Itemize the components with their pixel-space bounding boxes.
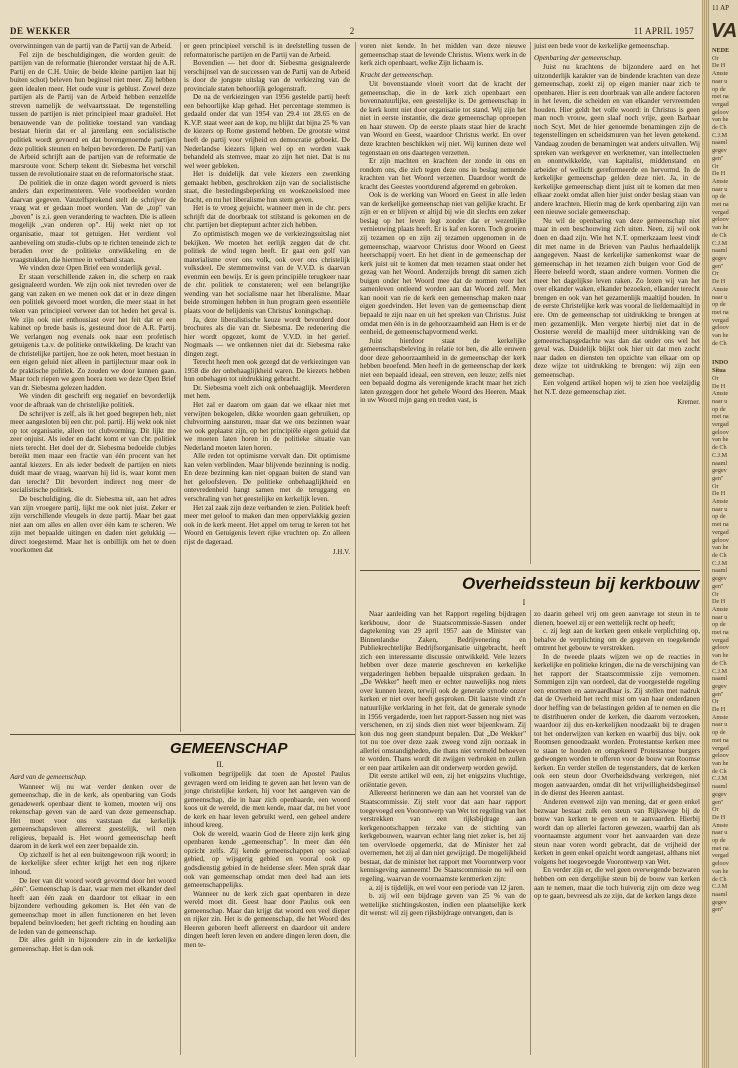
adjacent-text-line: naar u: [712, 721, 728, 729]
adjacent-text-line: van he: [712, 544, 729, 552]
adjacent-text-line: gegev: [712, 898, 727, 906]
adjacent-text-line: van he: [712, 332, 729, 340]
paragraph: De na de verkiezingen van 1956 gestelde partij heeft een behoorlijke klap gehad. Het percentage stemmen is gedaald onder dat van 1954 van 29.4 tot 28.65 en de K.V.P. staat weer aan de kop, nu blijkt dat bijna 25 % van de kiezers op Rome gestemd hebben. De grootste winst heeft de partij voor vrijheid en democratie geboekt. De Nederlandse kiezers lijken wel op en worden vaak behandeld als stemvee, maar zo zijn het niet. Dat is nu wel weer gebleken.: [184, 93, 350, 170]
adjacent-text-line: gegev: [712, 254, 727, 262]
adjacent-text-line: van he: [712, 867, 729, 875]
paragraph: volkomen begrijpelijk dat toen de Apostel Paulus gevragen werd om leiding te geven aan het leven van de jonge christelijke kerken, hij voor het aangeven van de gemeenschap, die in haar zich openbaarde, een woord koos uit de wereld, die men kende, maar dat, nu het voor de kerk en haar leven gebruikt werd, een geheel andere inhoud kreeg.: [184, 770, 350, 830]
paragraph: We vinden dit geschrift erg negatief en bevorderlijk voor de afbraak van de christelijke politiek.: [10, 392, 176, 409]
paragraph: Het is duidelijk dat vele kiezers een zwenking gemaakt hebben, geschrokken zijn van de socialistische staat, die bestedingsbeperking en woekzoeksloed mee bracht, en nu het liberalisme hun stem geven.: [184, 170, 350, 204]
adjacent-text-line: geloov: [712, 644, 729, 652]
paragraph: Uit bovenstaande vloeit voort dat de kracht der gemeenschap, die in de kerk zich openbaart een bovennatuurlijke, een geestelijke is. De gemeenschap in de kerk komt niet door organisatie tot stand. Wij zijn het niet in eerste instantie, die deze gemeenschap oproepen en haar stuwen. Op de eerste plaats staat hier de kracht van Woord en Geest, waardoor Christus werkt. En over deze krachten beschikken wij niet. Wij kunnen deze wel tegenstaan en ons daartegen verzetten.: [360, 80, 526, 157]
adjacent-text-line: vergad: [712, 421, 729, 429]
adjacent-text-line: met na: [712, 93, 729, 101]
adjacent-text-line: de Ch: [712, 767, 727, 775]
adjacent-text-line: De H: [712, 706, 726, 714]
adjacent-text-line: Or: [712, 54, 719, 62]
adjacent-text-line: geloov: [712, 536, 729, 544]
paragraph: Het zal zaak zijn deze verbanden te zien. Politiek heeft meer met geloof to maken dan men oppervlakkig gezien ook in de kerk meent. Het appel om terug te keren tot het Woord en Getuigenis levert rijke vruchten op. Zo alleen rijst de dageraad.: [184, 503, 350, 546]
adjacent-text-line: naar u: [712, 185, 728, 193]
adjacent-text-line: Or: [712, 270, 719, 278]
paragraph: Fel zijn de beschuldigingen, die worden geuit: de partijen van de reformatie (hieronder verstaat hij de A.R. Partij en de C.H. Unie; de beide kleine partijen laat hij buiten schot) beleven hun beginsel niet meer. Zij hebben geen idealen meer. Het oude vuur is geblust. Zowel deze partijen als de Partij van de Arbeid hebben eenzelfde streven namelijk de welvaartsstaat. De tegenstelling tussen de partijen is niet principieel maar graduëel. Het benauwende van de politieke toestand van vandaag bestaat hierin dat er al jarenlang een socialistische politiek wordt gevoerd en dat bovengenoemde partijen deze politiek steunen en helpen bevorderen. De Partij van de Arbeid schrijft aan de partijen van de reformatie de marsroute voor. Scherp tekent dr. Siebesma het verschil tussen de revolutionaire staat en de reformatorische staat.: [10, 50, 176, 179]
article-community-column-1: [10, 770, 176, 953]
adjacent-text-line: C.J.M: [712, 883, 728, 891]
part-number: I: [522, 598, 526, 607]
adjacent-text-line: vergad: [712, 852, 729, 860]
column-rule: [180, 770, 181, 1055]
paragraph: De schrijver is zelf, als ik het goed begrepen heb, niet meer aangesloten bij een chr. pol. partij. Hij wekt ook niet op tot organisatie, alleen tot clubvorming. Dit lijkt me zeer onjuist. Als ieder en dacht komt er van chr. politiek niets terecht. Het doel der dr. Siebesma bedoelde clubjes bereikt men maar een fractie van één procent van het aantal kiezers. En als ieder bedeelt de partijen en niets duidt maar de vraag, waarvan hij lid is, waar komt men dan terecht? Dit bevordert indirect nog meer de socialistische politiek.: [10, 409, 176, 495]
adjacent-text-line: gegev: [712, 147, 727, 155]
paragraph: Naar aanleiding van het Rapport regeling bijdragen kerkbouw, door de Staatscommissie-Sassen onder dagtekening van 29 april 1957 aan de Minister van Binnenlandse Zaken, Bedrijvenering en Publiekrechtelijke Bedrijfsorganisatie uitgebracht, heeft zich een interessante discussie ontwikkeld. Vele lezers hebben over deze materie geschreven en kerkelijke vergaderingen hebben bepaalde uitspraken gedaan. In „De Wekker" heeft men er echter nauwelijks nog niets over kunnen lezen, terwijl ook de generale synode onzer kerken er niet over heeft gesproken. Dit laatste vindt z'n natuurlijke verklaring in het feit, dat de generale synode in 1956 vergaderde, toen het rapport-Sassen nog niet was verschenen, en zij sinds dien niet weer bijeenkwam. Zij kon dus nog geen standpunt bepalen. Dat „De Wekker" tot nu toe over deze zaak zweeg vond zijn oorzaak in allerlei omstandigheden, die thans niet vermeld behoeven te worden. Thans wordt dit zwijgen verbroken en zullen er een paar artikelen aan dit onderwerp worden gewijd.: [360, 610, 526, 772]
adjacent-text-line: De H: [712, 278, 726, 286]
adjacent-text-line: op de: [712, 513, 726, 521]
adjacent-text-line: vergad: [712, 100, 729, 108]
article-community-continued-column-2: [534, 42, 700, 407]
paragraph: Nu wil de openbaring van deze gemeenschap niet maar in een beschouwing zich uiten. Neen, zij wil ook doen en daad zijn. Wie het N.T. opmerkzaam leest vindt dit met name in de Brieven van Paulus herhaaldelijk aangegeven. Naast de kerkelijke samenkomst waar de gemeenschap in het tezamen zich buigen voor God de Heere beleefd wordt, staan andere vormen. Vormen die meer het dagelijkse leven raken. Zo lezen wij van het over elkander waken, elkander bezoeken, elkander terecht brengen en ook van het gezamenlijk maaltijd houden. In de eerste Christelijke kerk was vooral de liefdemaaltijd in ere. Om de gemeenschap tot uitdrukking te brengen at men gezamenlijk. Men vergete hierbij niet dat in de Oosterse wereld de maaltijd meer uitdrukking van de gemeenschapsgedachte was dan dat onder ons wel het geval was. Duidelijk blijkt ook hier uit dat men zocht naar daden en diensten ten opzichte van elkaar om op deze wijze tot uitdrukking te brengen: wij zijn een gemeenschap.: [534, 216, 700, 379]
paragraph: En verder zijn er, die wel geen overwegende bezwaren hebben om een dergelijke steun bij de bouw van kerken aan te nemen, maar die toch huiverig zijn om deze weg op te gaan, bevreesd als ze zijn, dat de kerken langs deze: [534, 866, 700, 901]
paragraph: a. zij is tijdelijk, en wel voor een periode van 12 jaren.: [369, 883, 525, 892]
adjacent-text-line: met na: [712, 308, 729, 316]
paragraph: Juist nu krachtens de bijzondere aard en het uitzonderlijk karakter van de bindende krachten van deze gemeenschap, zoekt zij op eigen manier naar zich te openbaren. Hier is een doorbraak van alle andere factoren in het leven, die scheiden en van elkander vervreemden houden. Hier geldt het volle woord: in Christus is geen man noch vrouw, geen slaaf noch vrije, geen Barbaar noch Scyt. Met de hier genoemde benamingen zijn de tegenstellingen en scheidsmuren van het leven getekend. Vandaag zouden de benamingen wat anders uitvallen. Wij spreken van werkgever en werknemer, van intellectuelen en onontwikkelde, van kapitalist, middenstand en arbeider of wellicht gereformeerde en hervormd. In de kerkelijke gemeenschap gelden deze niet. Ja, in de kerkelijke gemeenschap dient juist uit te komen dat men elkaar zoekt omdat allen hier juist onder beslag staan van andere krachten. Hierin mag de kerk openbaring zijn van een nieuwe sociale gemeenschap.: [534, 63, 700, 217]
paragraph: De beschuldiging, die dr. Siebesma uit, aan het adres van zijn vroegere partij, lijkt me ook niet juist. Zeker er zijn verschillende vleugels in deze partij. Maar het gaat niet aan om alles en allen over één kam te scheren. We zijn met bepaalde uitingen en daden niet gelukkig — direct toegestemd. Maar het is onbillijk om het te doen voorkomen dat: [10, 494, 176, 555]
subheading: Aard van de gemeenschap.: [10, 773, 87, 781]
masthead-page-number: 2: [349, 26, 355, 36]
paragraph: juist een bede voor de kerkelijke gemeenschap.: [534, 42, 670, 50]
column-rule: [355, 42, 356, 1057]
column-rule: [530, 42, 531, 564]
adjacent-text-line: op de: [712, 729, 726, 737]
adjacent-text-line: Amste: [712, 605, 729, 613]
article-community-continued-column-1: [360, 42, 526, 405]
subheading: Openbaring der gemeenschap.: [534, 53, 622, 62]
paragraph: Allereerst herinneren we dan aan het voorstel van de Staatscommissie. Zij stelt voor dat aan haar rapport toegevoegd een Voorontwerp van Wet tot regeling van het verstrekken van een rijksbijdrage aan kerkgenootschappen terzake van de stichting van kerkgebouwen, waarvan echter lang niet zeker is, het zij ten overvloede opgemerkt, dat de Minister het zal overnemen, het zij al dan niet gewijzigd. De mogelijkheid bestaat, dat de minister het rapport met Voorontwerp voor kennisgeving aanneemt! De Staatscommissie nu wil een regeling, waarvan de voornaamste kenmerken zijn:: [360, 789, 526, 883]
adjacent-text-line: Or: [712, 698, 719, 706]
article-community-column-2: [184, 770, 350, 949]
paragraph: Het zal er daarom om gaan dat we elkaar niet met verwijten bekogelen, dikke woorden gaan gebruiken, op clubvorming aansturen, maar dat we ons bezinnen waar we ook geplaatst zijn, op het principiële eigen geluid dat we moeten laten horen in de politieke situatie van Nederland moeten laten horen.: [184, 400, 350, 452]
headline-community: GEMEENSCHAP: [170, 740, 288, 757]
adjacent-section-label: INDO: [712, 359, 729, 367]
subheading: Kracht der gemeenschap.: [360, 70, 434, 79]
adjacent-text-line: naar u: [712, 77, 728, 85]
adjacent-text-line: vergad: [712, 636, 729, 644]
adjacent-text-line: geloov: [712, 216, 729, 224]
adjacent-text-line: gen": [712, 262, 724, 270]
paragraph: De politiek die in onze dagen wordt gevoerd is niets anders dan experimenteren. Vele voorbeelden worden daarvan gegeven. Vanzelfsprekend stelt de schrijver de vraag wat er gedaan moet worden. Van de „top" van „boven" is z.i. geen verandering te wachten. Die is alleen mogelijk „van onderen op". Hij wekt niet op tot organisatie, maar tot getuigen. Het verdient vol aanbeveling om studie-clubs op te richten teneinde zich te beraden over de politieke ontwikkeling en de vraagstukken, die hiermee in verband staan.: [10, 178, 176, 264]
adjacent-text-line: Or: [712, 374, 719, 382]
author-signature: J.H.V.: [332, 548, 350, 557]
adjacent-text-line: naaml: [712, 247, 728, 255]
adjacent-text-line: gegev: [712, 682, 727, 690]
adjacent-text-line: van he: [712, 652, 729, 660]
paragraph: zo daarin geheel vrij om geen aanvrage tot steun in te dienen, hoewel zij er een wettelijk recht op heeft;: [534, 610, 700, 627]
adjacent-text-line: de Ch: [712, 231, 727, 239]
part-number: II.: [216, 760, 224, 769]
adjacent-text-line: gegev: [712, 575, 727, 583]
adjacent-text-line: geloov: [712, 752, 729, 760]
adjacent-text-line: met na: [712, 201, 729, 209]
paragraph: Er staan verschillende zaken in, die scherp en raak gesignaleerd worden. We zijn ook niet tevreden over de gang van zaken en we menen ook dat er in deze dingen een politiek gevoerd moet worden, die meer staat in het teken van principieel verweer dan tot heden het geval is. We zijn ook niet enthousiast over het feit dat er een kabinet op brede basis is, gesteund door de A.R. Partij. We verlangen nog evenals ook naar een profetisch getuigenis t.a.v. de politieke ontwikkeling. De kracht van de christelijke partijen, hoe ze ook heten, moet bestaan in een eigen geluid niet alleen in partijlectuur maar ook in de praktische politiek. Zo zouden we door kunnen gaan. Maar toch riepen we geen hoera toen we deze Open Brief van dr. Siebesma gelezen hadden.: [10, 272, 176, 392]
adjacent-text-line: Amste: [712, 177, 729, 185]
adjacent-text-line: met na: [712, 521, 729, 529]
adjacent-text-line: naaml: [712, 139, 728, 147]
article-church-subsidy-column-1: [360, 610, 526, 918]
paragraph: Zo optimistisch mogen we de verkiezingsuitslag niet bekijken. We moeten het eerlijk zeggen dat de chr. politiek de wind tegen heeft. Er gaat een golf van materialisme over ons volk, ook over ons christelijk volksdeel. De stemmenwinst van de V.V.D. is daarvan evenmin een bewijs. Er is geen principiële terugkeer naar de chr. politiek te constateren; wel een belangrijke wending van het socialisme naar het liberalisme. Maar beide stromingen hebben in hun program geen essentiële plaats voor de belijdenis van Christus' koningschap.: [184, 230, 350, 315]
article-politics-column-1: [10, 42, 176, 555]
adjacent-text-line: van he: [712, 436, 729, 444]
adjacent-text-line: geloov: [712, 324, 729, 332]
adjacent-text-line: geloov: [712, 860, 729, 868]
adjacent-text-line: Or: [712, 806, 719, 814]
adjacent-text-line: van he: [712, 224, 729, 232]
adjacent-text-line: geloov: [712, 108, 729, 116]
adjacent-section-label: NEDE: [712, 47, 730, 54]
adjacent-text-line: gen": [712, 906, 724, 914]
paragraph: er geen principieel verschil is in deelstelling tussen de reformatorische partijen en de Partij van de Arbeid.: [184, 42, 350, 59]
paragraph: Wanneer nu de kerk zich gaat openbaren in deze wereld moet dit. Geest haar door Paulus ook een gemeenschap. Maar dan krijgt dat woord een veel dieper en rijker zin. Het is de gemeenschap, die het Woord des Heeren geboren heeft allereerst en daardoor uit andere dingen heeft leren leven en andere dingen leren doen, die men te-: [184, 889, 350, 949]
adjacent-text-line: vergad: [712, 744, 729, 752]
adjacent-text-line: De H: [712, 170, 726, 178]
paragraph: Dit alles geldt in bijzondere zin in de kerkelijke gemeenschap. Het is dan ook: [10, 936, 176, 953]
adjacent-text-line: vergad: [712, 528, 729, 536]
adjacent-text-line: op de: [712, 301, 726, 309]
adjacent-text-line: De H: [712, 490, 726, 498]
paragraph: Er zijn machten en krachten der zonde in ons en rondom ons, die zich tegen deze ons in beslag nemende krachten van het Woord verzetten. Daardoor wordt de kracht des Geestes voortdurend afgeremd en gebroken.: [360, 157, 526, 191]
paragraph: Ja, deze liberalistische keuze wordt bevorderd door brochures als die van dr. Siebesma. De redenering die hier wordt opgezet, komt de V.V.D. in het gerief. Nogmaals — we ontkennen niet dat dr. Siebesma rake dingen zegt.: [184, 315, 350, 358]
adjacent-text-line: de Ch: [712, 444, 727, 452]
adjacent-page-text: [709, 47, 738, 914]
adjacent-text-line: op de: [712, 193, 726, 201]
adjacent-text-line: naar u: [712, 829, 728, 837]
adjacent-text-line: Amste: [712, 70, 729, 78]
adjacent-text-line: naaml: [712, 567, 728, 575]
article-politics-column-2: [184, 42, 350, 557]
adjacent-text-line: Amste: [712, 285, 729, 293]
adjacent-text-line: Or: [712, 482, 719, 490]
adjacent-text-line: Amste: [712, 390, 729, 398]
author-signature: Kremer.: [677, 398, 700, 407]
adjacent-text-line: op de: [712, 85, 726, 93]
paragraph: Ook de wereld, waarin God de Heere zijn kerk ging openbaren kende „gemeenschap". In meer dan één opzicht zelfs. Zij kende gemeenschappen op sociaal gebied, op wijsgerig gebied en vooral ook op godsdienstig gebied in de heidense sfeer. Men sprak daar ook van gemeenschap omdat men deel had aan iets gemeenschappelijks.: [184, 829, 350, 890]
adjacent-text-line: De H: [712, 62, 726, 70]
paragraph: Dit eerste artikel wil een, zij het enigszins vluchtige, oriëntatie geven.: [360, 772, 526, 789]
adjacent-text-line: gen": [712, 474, 724, 482]
paragraph: In de tweede plaats wijzen we op de reacties in kerkelijke en politieke kringen, die na de verschijning van het rapport der Staatscommissie zijn vernomen. Sommigen zijn van oordeel, dat de voorgestelde regeling een enormen en aanvaardbaar is. Zij stellen met nadruk dat de Overheid het recht mist om van haar onderdanen door heffing van de belastingen gelden af te nemen en die te distribueren onder de kerken, die daarom verzoeken, waardoor zij dus en-kerkelijken noodzaakt bij te dragen tot het onderwijzen van kerken en waarbij dus bijv. ook Roomsen genoodzaakt worden. Protestantse kerken mee te staan te houden en omgekeerd Protestantse burgers gedwongen worden te offeren voor de bouw van Roomse kerken. En verder stellen de tegenstanders, dat de kerken ook een steun door Overheidsdwang verkregen, niet mogen aanvaarden, omdat dit het vrijwilligheidsbeginsel in de dienst des Heeren aantast.: [534, 652, 700, 798]
adjacent-text-line: Amste: [712, 498, 729, 506]
adjacent-text-line: gegev: [712, 790, 727, 798]
adjacent-text-line: naar u: [712, 505, 728, 513]
adjacent-text-line: gen": [712, 582, 724, 590]
adjacent-text-line: C.J.M: [712, 775, 728, 783]
adjacent-page-headline: VA: [711, 20, 738, 42]
adjacent-text-line: de Ch: [712, 339, 727, 347]
paragraph: De leer van dit woord wordt gevormd door het woord „één". Gemeenschap is daar, waar men met elkander deel heeft aan één zaak en daardoor tot elkaar in een bijzondere verhouding gekomen is. Het één van de gemeenschap moet in allen functioneren en het leven bepalend beïnvloeden; het geeft richting en houding aan de leden van de gemeenschap.: [10, 876, 176, 936]
adjacent-text-line: Amste: [712, 713, 729, 721]
paragraph: overwinningen van de partij van de Partij van de Arbeid.: [10, 42, 172, 50]
adjacent-text-line: gen": [712, 154, 724, 162]
adjacent-text-line: Or: [712, 590, 719, 598]
adjacent-text-line: de Ch: [712, 552, 727, 559]
adjacent-text-line: C.J.M: [712, 239, 728, 247]
adjacent-text-line: op de: [712, 621, 726, 629]
paragraph: Wanneer wij nu wat verder denken over de gemeenschap, die in de kerk, als openbaring van Gods genadewerk openbaar dient te komen, moeten wij ons rekenschap geven van de aard van deze gemeenschap. Het moet voor ons vaststaan dat kerkelijk gemeenschapsleven allereerst geestelijk, wil men religieus, bepaald is. Het woord gemeenschap heeft daarom in de kerk wel een zeer bepaalde zin.: [10, 782, 176, 851]
adjacent-text-line: C.J.M: [712, 131, 728, 139]
adjacent-text-line: de Ch: [712, 659, 727, 667]
adjacent-text-line: Or: [712, 162, 719, 170]
adjacent-text-line: op de: [712, 405, 726, 413]
paragraph: Dr. Siebesma voelt zich ook onbehaaglijk. Meerderen met hem.: [184, 383, 350, 401]
paragraph: Het is te vroeg gejuicht, wanneer men in de chr. pers schrijft dat de doorbraak tot stilstand is gekomen en de chr. partijen het dieptepunt achter zich hebben.: [184, 204, 350, 230]
adjacent-text-line: met na: [712, 736, 729, 744]
adjacent-text-line: met na: [712, 629, 729, 637]
adjacent-text-line: gen": [712, 690, 724, 698]
adjacent-text-line: naaml: [712, 890, 728, 898]
adjacent-text-line: geloov: [712, 428, 729, 436]
paragraph: Ook is de werking van Woord en Geest in alle leden van de kerkelijke gemeenschap niet van gelijke kracht. Er zijn er en er blijven er altijd bij wie dit slechts een zeker beslag op het leven legt zonder dat er wezenlijke vernieuwing plaats heeft. Er is kaf en koren. Toch groeien zij tezamen op en zijn zij tezamen opgenomen in de gemeenschap, waarvoor Christus door Woord en Geest heerschappij voert. En het dient in de gemeenschap der kerk juist uit te komen dat men tezamen staat onder het gezag van het Woord. Anderzijds brengt dit samen zich buigen onder het Woord mee dat de normen voor het samenleven ontleend worden aan dat Woord zelf. Men kan nooit van rie de kerk een gemeenschap maken naar eigen goedvinden. Het leven van de gemeenschap dient bepaald te zijn naar en uit het spreken van Christus. Juist omdat men één is in de gehoorzaamheid aan Hem is er de eenheid, de gemeenschapvormend werkt.: [360, 191, 526, 337]
paragraph: Anderen evenwel zijn van mening, dat er geen enkel bezwaar bestaat zulk een steun van Rijkswege bij de bouw van kerken te geven en te aanvaarden. Hierbij wordt dan op allerlei factoren gewezen, waarbij dan als voornaamste argument voor het aanvaarden van deze steun naar voren wordt gebracht, dat de vrijheid der kerken in geen enkel opzicht wordt aangetast, althans niet volgens het toegevoegde Voorontwerp van Wet.: [534, 798, 700, 866]
masthead: [10, 26, 694, 36]
adjacent-text-line: naar u: [712, 293, 728, 301]
column-rule: [180, 42, 181, 732]
paragraph: c. zij legt aan de kerken geen enkele verplichting op, behalve de verplichting om de gegeven en toegekende omtrent het gebouw te verstrekken.: [534, 627, 700, 653]
paragraph: Alle reden tot optimisme vervalt dan. Dit optimisme kan velen verblinden. Maar blijvende bezinning is nodig. En deze bezinning kan niet opgaan buiten de stand van het geloofsleven. De politieke onbehaaglijkheid en ontevredenheid hangt samen met de teruggang en verschraling van het geestelijke en kerkelijk leven.: [184, 452, 350, 503]
adjacent-text-line: de Ch: [712, 875, 727, 883]
adjacent-page-lines: [712, 55, 738, 348]
adjacent-text-line: naar u: [712, 397, 728, 405]
adjacent-text-line: C.J.M: [712, 667, 728, 675]
adjacent-text-line: van he: [712, 759, 729, 767]
paragraph: voren niet kende. In het midden van deze nieuwe gemeenschap staat de levende Christus. Wienx werk in de kerk zich openbaart, welke Zijn lichaam is.: [360, 42, 526, 68]
adjacent-text-line: op de: [712, 837, 726, 845]
masthead-title: DE WEKKER: [10, 26, 71, 36]
adjacent-text-line: van he: [712, 116, 729, 124]
masthead-rule: [10, 38, 694, 39]
adjacent-text-line: naaml: [712, 783, 728, 791]
paragraph: Bovendien — het door dr. Siebesma gesignaleerde verschijnsel van de successen van de Partij van de Arbeid is door de jongste uitslag van de verkiezing van de provinciale staten behoorlijk gelogenstraft.: [184, 59, 350, 93]
section-rule: [10, 734, 355, 735]
article-church-subsidy-column-2: [534, 610, 700, 901]
paragraph: Juist hierdoor staat de kerkelijke gemeenschapsbeleving in relatie tot ben, die alle eeuwen door deze gehoorzaamheid in de gemeenschap der kerk hebben beoefend. Men heeft in de gemeenschap der kerk niet een bepaald ideaal, een streven, een leuze; zelfs niet een bepaald dogma als verenigende kracht maar het zich laten gezeggen door het gehele Woord des Heeren. Maak in uw Woord mijn gang en treden vast, is: [360, 336, 526, 405]
headline-church-subsidy: Overheidssteun bij kerkbouw: [462, 574, 700, 593]
masthead-date: 11 APRIL 1957: [633, 26, 694, 36]
paragraph: Op zichzelf is het al een buitengewoon rijk woord; in de kerkelijke sfeer echter krijgt het een nog rijkere inhoud.: [10, 850, 176, 877]
adjacent-text-line: gen": [712, 798, 724, 806]
paragraph: We vinden deze Open Brief een wonderlijk geval.: [19, 264, 162, 273]
adjacent-text-line: C.J.M: [712, 451, 728, 459]
adjacent-text-line: met na: [712, 413, 729, 421]
adjacent-text-line: De H: [712, 382, 726, 390]
adjacent-text-line: naar u: [712, 613, 728, 621]
adjacent-text-line: De H: [712, 813, 726, 821]
adjacent-text-line: Amste: [712, 821, 729, 829]
adjacent-text-line: C.J.M: [712, 559, 728, 567]
section-rule: [360, 570, 700, 571]
adjacent-text-line: naaml: [712, 675, 728, 683]
column-rule: [530, 610, 531, 1055]
adjacent-text-line: gegev: [712, 467, 727, 475]
adjacent-section-sublabel: Situa: [712, 367, 726, 375]
adjacent-page-lines: [712, 375, 738, 914]
adjacent-text-line: de Ch: [712, 124, 727, 132]
adjacent-text-line: naaml: [712, 459, 728, 467]
adjacent-text-line: vergad: [712, 316, 729, 324]
adjacent-text-line: met na: [712, 844, 729, 852]
adjacent-text-line: vergad: [712, 208, 729, 216]
paragraph: Terecht heeft men ook gezegd dat de verkiezingen van 1958 die der onbehaaglijkheid waren. De kiezers hebben hun onbehagen tot uitdrukking gebracht.: [184, 358, 350, 384]
paragraph: b. zij wil een bijdrage geven van 25 % van de wettelijke stichtingskosten, indien een plaatselijke kerk dit wenst: wil zij geen rijksbijdrage ontvangen, dan is: [360, 892, 526, 918]
adjacent-page: [708, 0, 738, 1068]
adjacent-page-header: 11 AP: [712, 4, 730, 12]
adjacent-text-line: De H: [712, 598, 726, 606]
paragraph: Een volgend artikel hopen wij te zien hoe veelzijdig het N.T. deze gemeenschap ziet.: [534, 379, 700, 396]
